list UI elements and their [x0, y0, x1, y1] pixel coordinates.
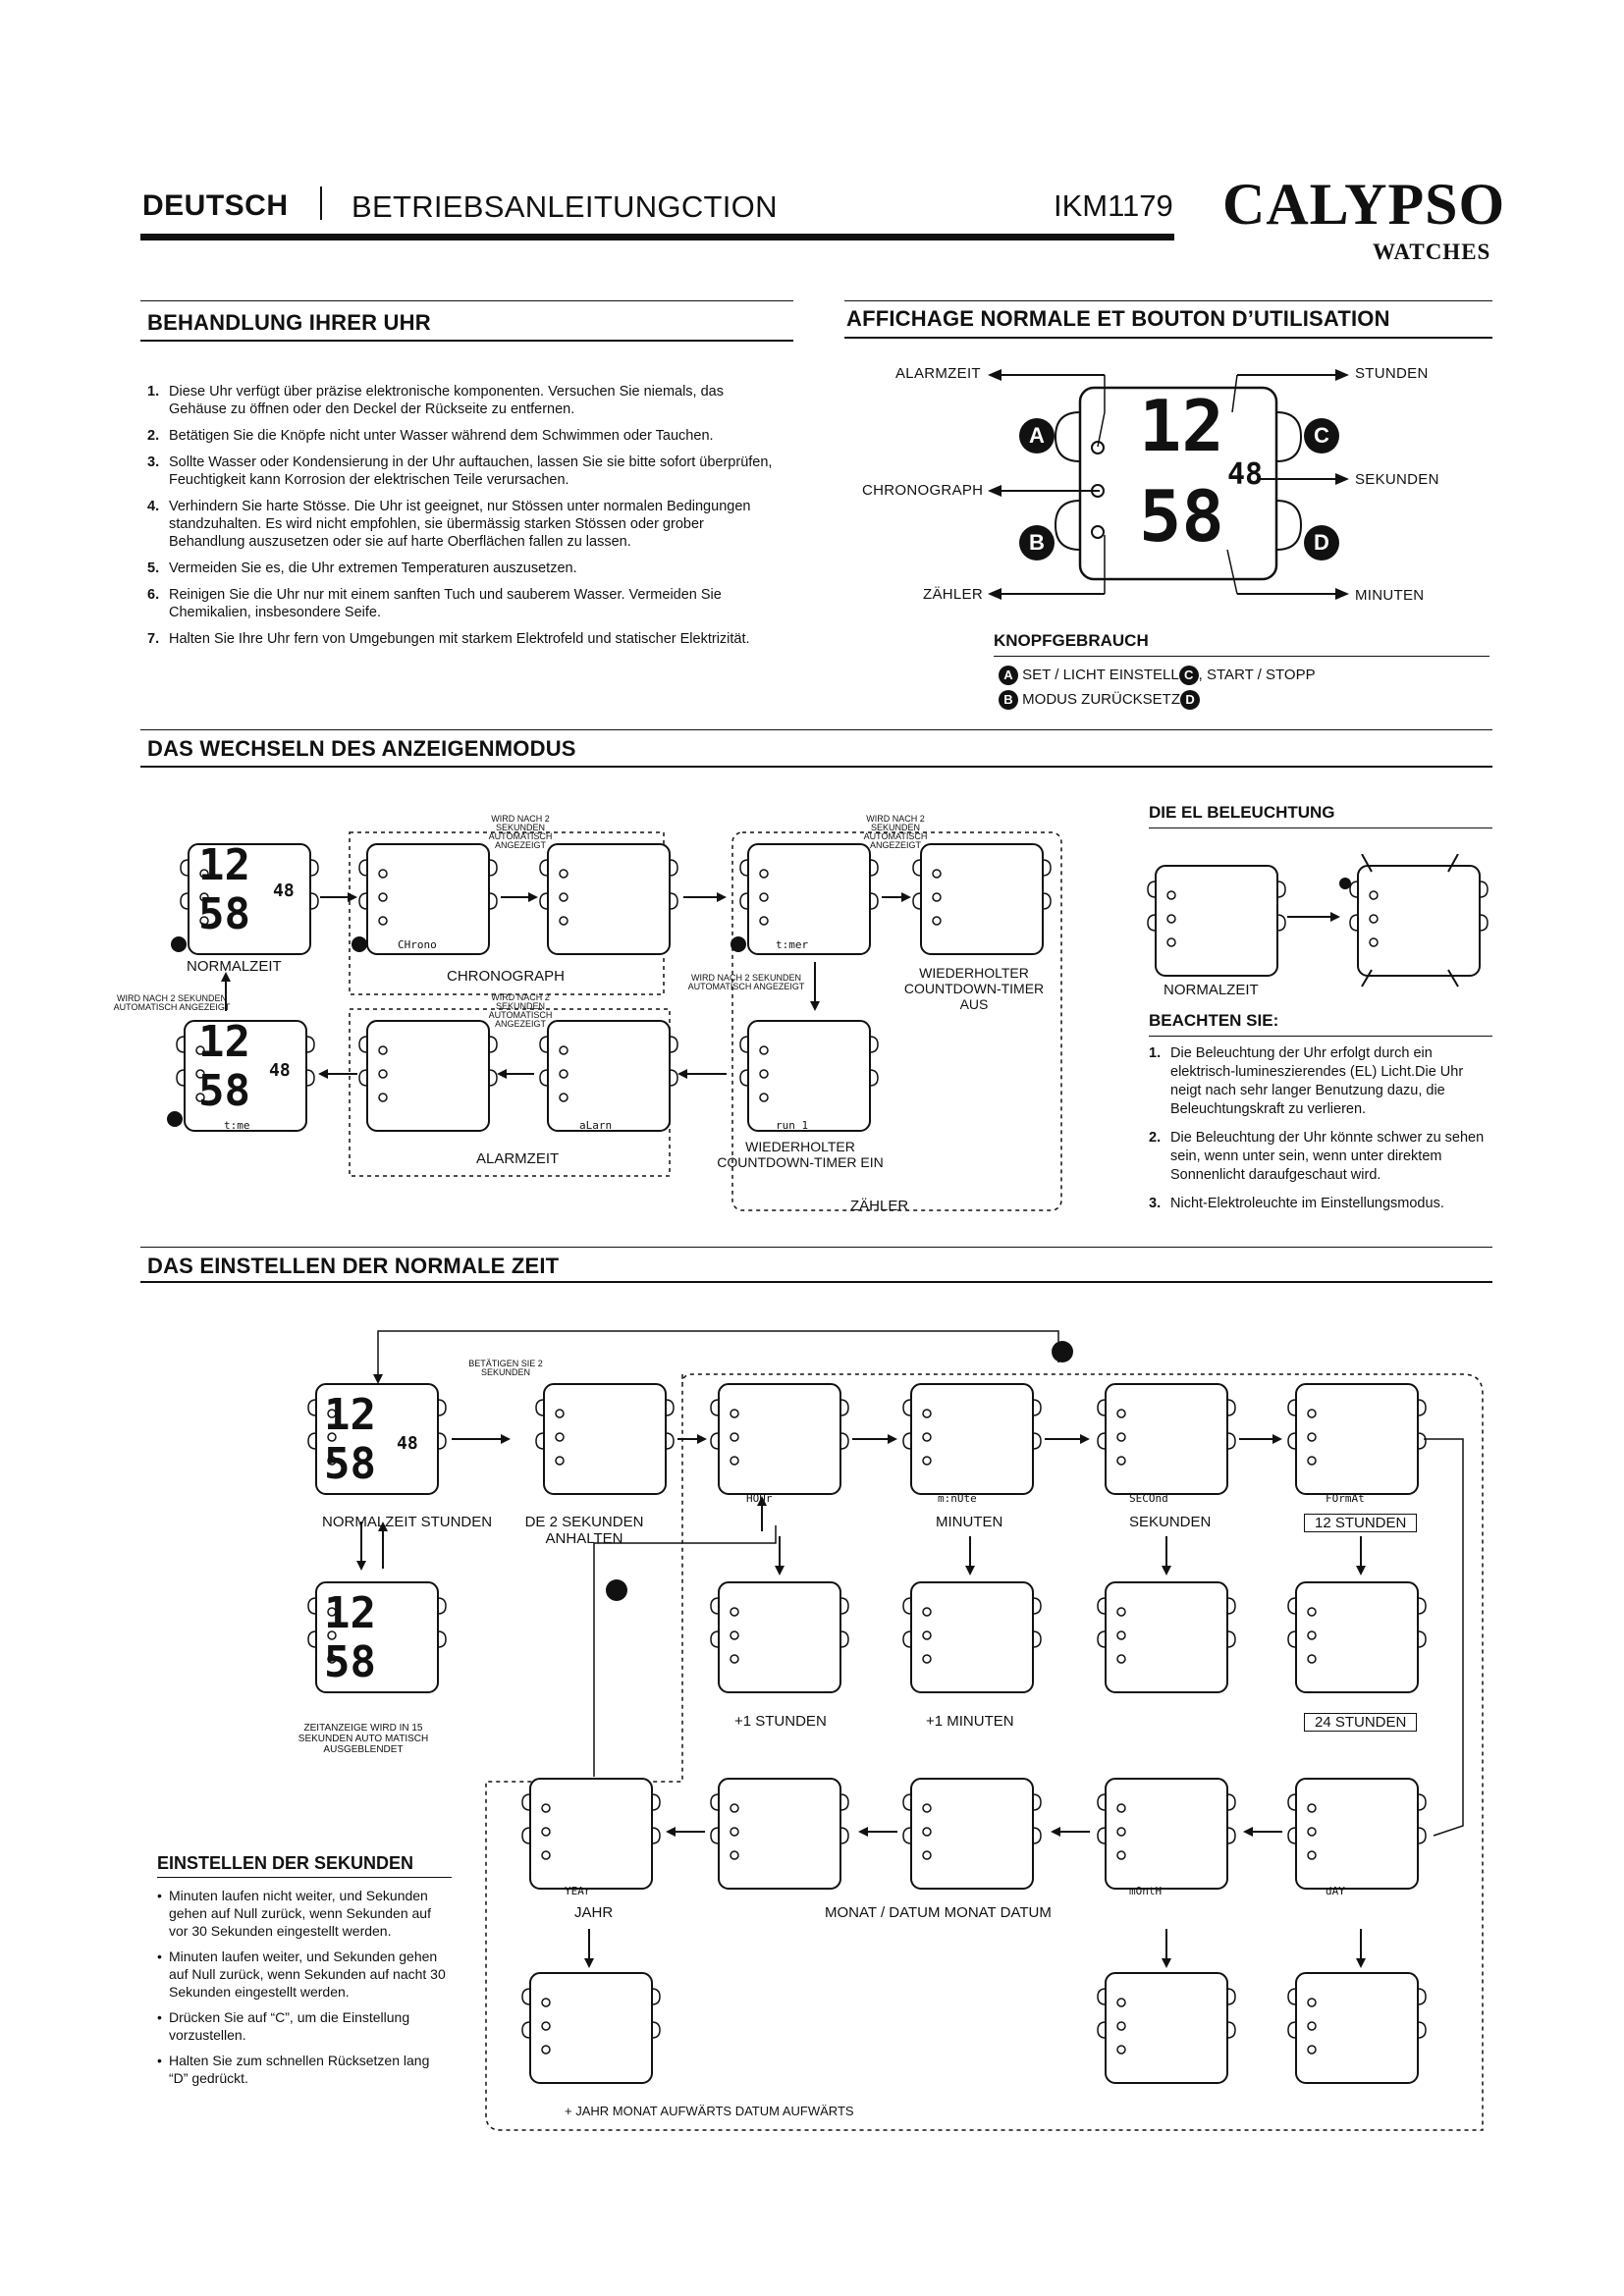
set-month-sub: mOntH [1129, 1885, 1163, 1897]
set-normal-second: 48 [397, 1433, 418, 1454]
setting-diagram [295, 1315, 1502, 2150]
modes-title: DAS WECHSELN DES ANZEIGENMODUS [147, 736, 576, 761]
usage-rule [994, 656, 1489, 657]
mode-alarm-sub: aLarn [579, 1119, 613, 1132]
seconds-help-item: • Drücken Sie auf “C”, um die Einstellung vorzustellen. [157, 2008, 452, 2044]
mode-normal-second: 48 [273, 881, 295, 901]
care-list [147, 383, 781, 657]
header-separator [320, 187, 322, 220]
care-item: 1. Diese Uhr verfügt über präzise elektronische komponenten. Versuchen Sie niemals, das Gehäuse zu öffnen oder den Deckel der Rückseite zu entfernen. [147, 384, 724, 417]
caption-year: JAHR [574, 1904, 614, 1921]
caption-year-up: + JAHR MONAT AUFWÄRTS DATUM AUFWÄRTS [565, 2104, 854, 2118]
button-c-icon: C [1304, 418, 1339, 454]
caption-timer-off: WIEDERHOLTER COUNTDOWN-TIMER AUS [903, 965, 1045, 1012]
setting-title: DAS EINSTELLEN DER NORMALE ZEIT [147, 1254, 560, 1278]
seconds-help-item: • Minuten laufen nicht weiter, und Sekunden gehen auf Null zurück, wenn Sekunden auf vor 30 Sekunden eingestellt werden. [157, 1887, 452, 1940]
usage-line-1: A SET / LICHT EINSTELL C , START / STOPP [999, 666, 1316, 685]
lcd-second: 48 [1227, 457, 1264, 492]
header-model: IKM1179 [1054, 188, 1173, 223]
set-day-sub: dAY [1326, 1885, 1345, 1897]
set-hour-sub: HOUr [746, 1492, 773, 1505]
set-second-sub: SECOnd [1129, 1492, 1168, 1505]
button-d-badge: D [1180, 690, 1200, 710]
display-title: AFFICHAGE NORMALE ET BOUTON D’UTILISATION [846, 306, 1390, 331]
caption-counter: ZÄHLER [850, 1198, 909, 1214]
button-a-badge: A [999, 666, 1018, 685]
caption-plus-minutes: +1 MINUTEN [926, 1713, 1014, 1730]
label-hours: STUNDEN [1355, 365, 1429, 382]
caption-seconds: SEKUNDEN [1129, 1514, 1212, 1530]
el-title: DIE EL BELEUCHTUNG [1149, 803, 1335, 822]
display-rule [844, 337, 1492, 339]
lcd-minute: 58 [1139, 475, 1224, 558]
el-notes [1149, 1044, 1492, 1223]
button-b-icon: B [1019, 525, 1055, 561]
mode-time-hour: 12 [198, 1017, 250, 1067]
label-alarm: ALARMZEIT [895, 365, 981, 382]
auto-note-2: WIRD NACH 2 SEKUNDEN AUTOMATISCH ANGEZEIGT [863, 814, 928, 850]
el-diagram [1144, 854, 1497, 991]
brand-logo-sub: WATCHES [1373, 240, 1491, 264]
seconds-help-list [157, 1887, 452, 2095]
caption-minutes: MINUTEN [936, 1514, 1003, 1530]
care-item: 4. Verhindern Sie harte Stösse. Die Uhr ist geeignet, nur Stössen unter normalen Bedingungen standzuhalten. Es wird nicht empfohlen, sie übermässig starken Stössen oder grober Behandlung auszusetzen oder sie auf harte Oberflächen fallen zu lassen. [147, 499, 751, 550]
care-item: 3. Sollte Wasser oder Kondensierung in der Uhr auftauchen, lassen Sie sie bitte sofort überprüfen, Feuchtigkeit kann Korrosion der elektrischen Teile verursachen. [147, 454, 773, 488]
press-note: BETÄTIGEN SIE 2 SEKUNDEN [468, 1359, 543, 1377]
button-a-icon: A [1019, 418, 1055, 454]
care-rule [140, 340, 793, 342]
mode-timer-sub: t:mer [776, 938, 809, 951]
mode-time-minute: 58 [198, 1066, 250, 1116]
display-rule-top [844, 300, 1492, 301]
seconds-help-item: • Minuten laufen weiter, und Sekunden gehen auf Null zurück, wenn Sekunden auf nacht 30 Sekunden eingestellt werden. [157, 1948, 452, 2001]
usage-line-2: B MODUS ZURÜCKSETZ D [999, 690, 1200, 710]
auto-note-5: WIRD NACH 2 SEKUNDEN AUTOMATISCH ANGEZEIGT [488, 992, 553, 1029]
seconds-help-item: • Halten Sie zum schnellen Rücksetzen lang “D” gedrückt. [157, 2052, 452, 2087]
set-normal-minute: 58 [324, 1439, 376, 1489]
label-counter: ZÄHLER [923, 586, 983, 603]
el-note-item: 3. Nicht-Elektroleuchte im Einstellungsmodus. [1149, 1196, 1444, 1211]
set-normal-hour: 12 [324, 1390, 376, 1440]
caption-hold2: DE 2 SEKUNDEN ANHALTEN [524, 1514, 644, 1547]
el-note-title: BEACHTEN SIE: [1149, 1011, 1279, 1030]
caption-chrono: CHRONOGRAPH [447, 968, 566, 985]
mode-normal-hour: 12 [198, 840, 250, 890]
set-minute-sub: m:nUte [938, 1492, 977, 1505]
mode-run-sub: run 1 [776, 1119, 809, 1132]
care-item: 2. Betätigen Sie die Knöpfe nicht unter Wasser während dem Schwimmen oder Tauchen. [147, 428, 714, 444]
button-c-badge: C [1179, 666, 1199, 685]
set-auto-hour: 12 [324, 1588, 376, 1638]
el-note-item: 2. Die Beleuchtung der Uhr könnte schwer zu sehen sein, wenn unter sein, wenn unter direktem Sonnenlicht daraufgeschaut wird. [1149, 1130, 1485, 1183]
el-caption: NORMALZEIT [1164, 982, 1259, 998]
care-item: 6. Reinigen Sie die Uhr nur mit einem sanften Tuch und sauberem Wasser. Vermeiden Sie Chemikalien, insbesondere Seife. [147, 587, 722, 620]
el-note-item: 1. Die Beleuchtung der Uhr erfolgt durch ein elektrisch-lumineszierendes (EL) Licht.Die Uhr neigt nach sehr langer Benutzung dazu, die Beleuchtungskraft zu verlieren. [1149, 1045, 1464, 1117]
hide-note: ZEITANZEIGE WIRD IN 15 SEKUNDEN AUTO MATISCH AUSGEBLENDET [298, 1723, 429, 1755]
label-minutes: MINUTEN [1355, 587, 1425, 604]
header-title: BETRIEBSANLEITUNGCTION [352, 189, 778, 224]
modes-rule [140, 766, 1492, 768]
auto-note-4: WIRD NACH 2 SEKUNDEN AUTOMATISCH ANGEZEIGT [113, 993, 231, 1012]
seconds-help-title: EINSTELLEN DER SEKUNDEN [157, 1853, 414, 1873]
set-format-sub: FOrmAt [1326, 1492, 1365, 1505]
modes-rule-top [140, 729, 1492, 730]
care-item: 7. Halten Sie Ihre Uhr fern von Umgebungen mit starkem Elektrofeld und statischer Elektrizität. [147, 631, 750, 647]
caption-plus-hours: +1 STUNDEN [734, 1713, 827, 1730]
mode-time-sub: t:me [224, 1119, 250, 1132]
brand-logo: CALYPSO [1222, 172, 1506, 237]
set-year-sub: YEAr [565, 1885, 591, 1897]
auto-note-1: WIRD NACH 2 SEKUNDEN AUTOMATISCH ANGEZEIGT [488, 814, 553, 850]
label-seconds: SEKUNDEN [1355, 471, 1439, 488]
care-rule-top [140, 300, 793, 301]
setting-rule [140, 1281, 1492, 1283]
button-b-badge: B [999, 690, 1018, 710]
el-note-rule [1149, 1036, 1492, 1037]
caption-normal-hours: NORMALZEIT STUNDEN [322, 1514, 493, 1530]
label-chrono: CHRONOGRAPH [862, 482, 984, 499]
header-language: DEUTSCH [142, 189, 289, 222]
caption-12h: 12 STUNDEN [1304, 1514, 1417, 1532]
caption-timer-on: WIEDERHOLTER COUNTDOWN-TIMER EIN [717, 1139, 884, 1170]
care-title: BEHANDLUNG IHRER UHR [147, 310, 431, 335]
mode-time-second: 48 [269, 1060, 291, 1081]
caption-month-date: MONAT / DATUM MONAT DATUM [825, 1904, 1052, 1921]
button-d-icon: D [1304, 525, 1339, 561]
mode-chrono-sub: CHrono [398, 938, 437, 951]
seconds-help-rule [157, 1877, 452, 1878]
lcd-hour: 12 [1139, 385, 1224, 467]
usage-title: KNOPFGEBRAUCH [994, 631, 1149, 650]
caption-24h: 24 STUNDEN [1304, 1713, 1417, 1732]
setting-rule-top [140, 1247, 1492, 1248]
caption-normal: NORMALZEIT [187, 958, 282, 975]
caption-alarm: ALARMZEIT [476, 1150, 560, 1167]
set-auto-minute: 58 [324, 1637, 376, 1687]
care-item: 5. Vermeiden Sie es, die Uhr extremen Temperaturen auszusetzen. [147, 561, 577, 576]
auto-note-3: WIRD NACH 2 SEKUNDEN AUTOMATISCH ANGEZEIGT [687, 973, 805, 991]
mode-normal-minute: 58 [198, 889, 250, 939]
header-rule [140, 234, 1174, 240]
